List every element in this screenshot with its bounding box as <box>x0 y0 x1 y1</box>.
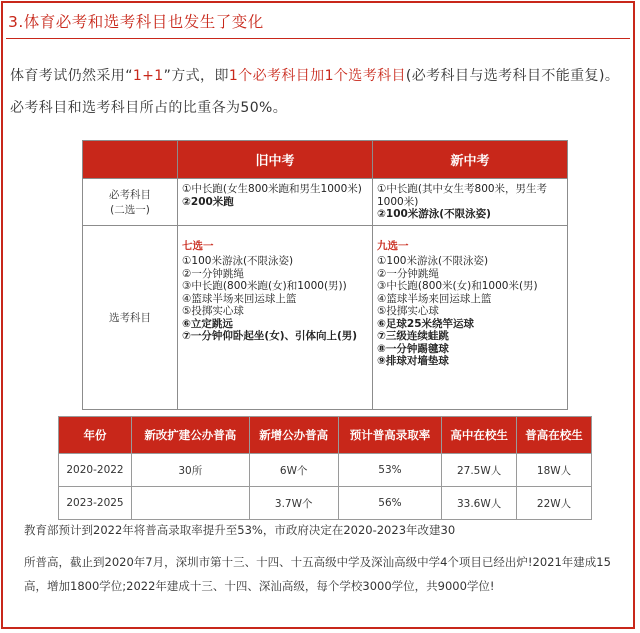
list-item: ⑦三级连续蛙跳 <box>377 330 449 342</box>
intro-text: 体育考试仍然采用“ <box>10 68 133 84</box>
table-cell: 2023-2025 <box>59 487 132 520</box>
header-cell: 普高在校生 <box>517 417 592 454</box>
note-paragraph-1: 教育部预计到2022年将普高录取率提升至53%，市政府决定在2020-2023年改建30 <box>24 523 456 537</box>
list-item: ①100米游泳(不限泳姿) <box>182 255 294 267</box>
header-cell: 新改扩建公办普高 <box>132 417 250 454</box>
old-required-cell <box>178 179 373 226</box>
old-elective-cell <box>178 225 373 409</box>
required-subjects-row <box>83 179 568 226</box>
heading-divider <box>6 38 630 39</box>
table-cell: 56% <box>338 487 441 520</box>
intro-highlight: 1个必考科目加1个选考科目 <box>228 68 406 84</box>
header-cell: 新增公办普高 <box>249 417 338 454</box>
list-item: ⑥立定跳远 <box>182 317 233 330</box>
elective-subjects-row <box>83 225 568 409</box>
table-cell: 53% <box>338 454 441 487</box>
intro-paragraph <box>10 60 632 124</box>
new-required-cell <box>373 179 568 226</box>
note-paragraph-2: 所普高，截止到2020年7月，深圳市第十三、十四、十五高级中学及深汕高级中学4个项目已经出炉!2021年建成15高，增加1800学位;2022年建成十三、十四、深汕高级，每个学校3000学位，共9000学位! <box>24 555 611 593</box>
header-cell: 高中在校生 <box>442 417 517 454</box>
list-item: ⑤投掷实心球 <box>377 305 439 317</box>
row-label-required <box>83 179 178 226</box>
section-heading: 3.体育必考和选考科目也发生了变化 <box>8 13 264 31</box>
list-item: ②一分钟跳绳 <box>377 267 439 280</box>
list-item: ②一分钟跳绳 <box>182 267 244 280</box>
table-cell: 33.6W人 <box>442 487 517 520</box>
table-cell: 22W人 <box>517 487 592 520</box>
list-item: ②100米游泳(不限泳姿) <box>377 208 491 220</box>
table-cell: 3.7W个 <box>249 487 338 520</box>
list-item: ⑧一分钟踢毽球 <box>377 342 449 355</box>
intro-text: ”方式，即 <box>163 68 229 84</box>
intro-text: (必考科目与选考科目不能重复)。必考科目和选考科目所占的比重各为50%。 <box>10 68 620 116</box>
new-elective-tag: 九选一 <box>377 239 409 252</box>
new-elective-cell <box>373 225 568 409</box>
list-item: ①100米游泳(不限泳姿) <box>377 255 489 267</box>
list-item: ②200米跑 <box>182 195 234 208</box>
table-cell: 30所 <box>132 454 250 487</box>
intro-highlight: 1+1 <box>132 68 164 84</box>
table-cell: 18W人 <box>517 454 592 487</box>
list-item: ⑤投掷实心球 <box>182 305 244 317</box>
header-cell: 年份 <box>59 417 132 454</box>
list-item: ④篮球半场来回运球上篮 <box>377 292 492 305</box>
list-item: ①中长跑(女生800米跑和男生1000米) <box>182 183 362 195</box>
list-item: ④篮球半场来回运球上篮 <box>182 292 297 305</box>
subjects-comparison-table <box>82 140 568 410</box>
row-label-elective: 选考科目 <box>83 225 178 409</box>
row-label-text: 必考科目 (二选一) <box>109 188 151 216</box>
high-school-capacity-table <box>58 416 592 520</box>
table-header-row <box>83 141 568 179</box>
list-item: ①中长跑(其中女生考800米，男生考1000米) <box>377 183 548 208</box>
table-row <box>59 487 592 520</box>
table-cell: 27.5W人 <box>442 454 517 487</box>
header-cell-new: 新中考 <box>373 141 568 179</box>
list-item: ⑨排球对墙垫球 <box>377 355 449 367</box>
list-item: ③中长跑(800米(女)和1000米(男) <box>377 280 538 292</box>
header-cell-empty <box>83 141 178 179</box>
header-cell: 预计普高录取率 <box>338 417 441 454</box>
table-row <box>59 454 592 487</box>
list-item: ⑦一分钟仰卧起坐(女)、引体向上(男) <box>182 330 358 342</box>
table-header-row <box>59 417 592 454</box>
table-cell <box>132 487 250 520</box>
header-cell-old: 旧中考 <box>178 141 373 179</box>
list-item: ③中长跑(800米跑(女)和1000(男)) <box>182 280 347 292</box>
table-cell: 2020-2022 <box>59 454 132 487</box>
old-elective-tag: 七选一 <box>182 239 214 252</box>
table-cell: 6W个 <box>249 454 338 487</box>
list-item: ⑥足球25米绕竿运球 <box>377 317 475 330</box>
